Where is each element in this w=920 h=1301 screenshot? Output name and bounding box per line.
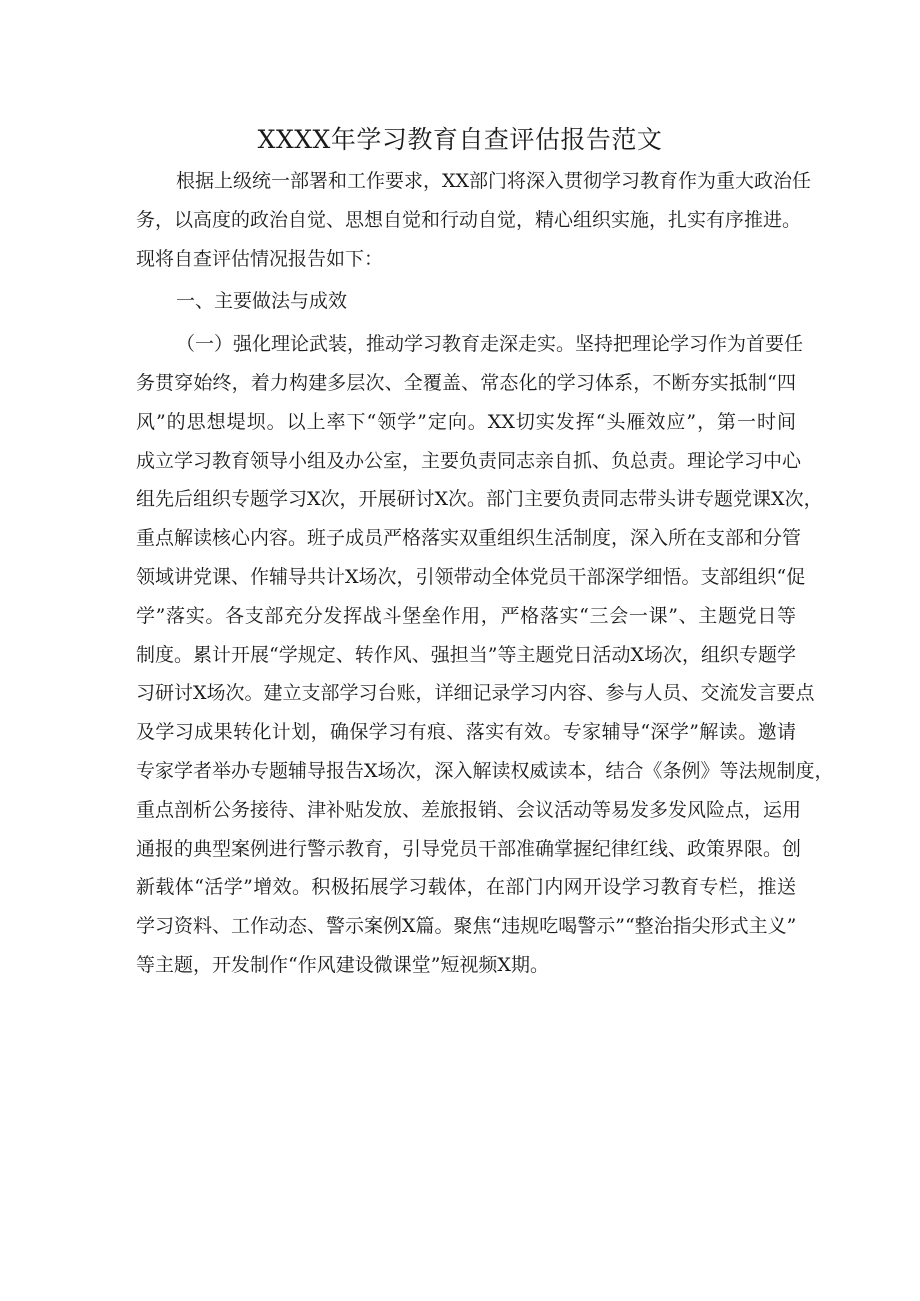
paragraph-line: 通报的典型案例进行警示教育，引导党员干部准确掌握纪律红线、政策界限。创 xyxy=(136,837,802,860)
intro-line: 现将自查评估情况报告如下： xyxy=(136,247,384,270)
paragraph-line: 重点解读核心内容。班子成员严格落实双重组织生活制度，深入所在支部和分管 xyxy=(136,527,802,550)
document-title: XXXX年学习教育自查评估报告范文 xyxy=(257,125,663,154)
paragraph-line: 重点剖析公务接待、津补贴发放、差旅报销、会议活动等易发多发风险点，运用 xyxy=(136,798,802,821)
paragraph-line: 新载体“活学”增效。积极拓展学习载体，在部门内网开设学习教育专栏，推送 xyxy=(136,876,796,899)
paragraph-line: 成立学习教育领导小组及办公室，主要负责同志亲自抓、负总责。理论学习中心 xyxy=(136,449,802,472)
paragraph-line: 专家学者举办专题辅导报告X场次，深入解读权威读本，结合《条例》等法规制度， xyxy=(136,759,834,782)
paragraph-line: 组先后组织专题学习X次，开展研讨X次。部门主要负责同志带头讲专题党课X次， xyxy=(136,488,823,511)
document-body xyxy=(136,162,834,985)
paragraph-line: 学习资料、工作动态、警示案例X篇。聚焦“违规吃喝警示”“整治指尖形式主义” xyxy=(136,915,797,938)
paragraph-line: 务贯穿始终，着力构建多层次、全覆盖、常态化的学习体系，不断夯实抵制“四 xyxy=(136,371,796,394)
section-heading: 一、主要做法与成效 xyxy=(176,290,348,313)
paragraph-line: 制度。累计开展“学规定、转作风、强担当”等主题党日活动X场次，组织专题学 xyxy=(136,643,796,666)
paragraph-line: 及学习成果转化计划，确保学习有痕、落实有效。专家辅导“深学”解读。邀请 xyxy=(136,721,796,744)
paragraph-line: 学”落实。各支部充分发挥战斗堡垒作用，严格落实“三会一课”、主题党日等 xyxy=(136,604,796,627)
paragraph-line: 风”的思想堤坝。以上率下“领学”定向。XX切实发挥“头雁效应”，第一时间 xyxy=(136,410,796,433)
intro-line: 务，以高度的政治自觉、思想自觉和行动自觉，精心组织实施，扎实有序推进。 xyxy=(136,208,802,231)
paragraph-line: 习研讨X场次。建立支部学习台账，详细记录学习内容、参与人员、交流发言要点 xyxy=(136,682,815,705)
paragraph-line: （一）强化理论武装，推动学习教育走深走实。坚持把理论学习作为首要任 xyxy=(176,333,804,356)
paragraph-line: 等主题，开发制作“作风建设微课堂”短视频X期。 xyxy=(136,953,549,976)
intro-line: 根据上级统一部署和工作要求，XX部门将深入贯彻学习教育作为重大政治任 xyxy=(176,170,812,192)
paragraph-line: 领域讲党课、作辅导共计X场次，引领带动全体党员干部深学细悟。支部组织“促 xyxy=(136,565,806,588)
